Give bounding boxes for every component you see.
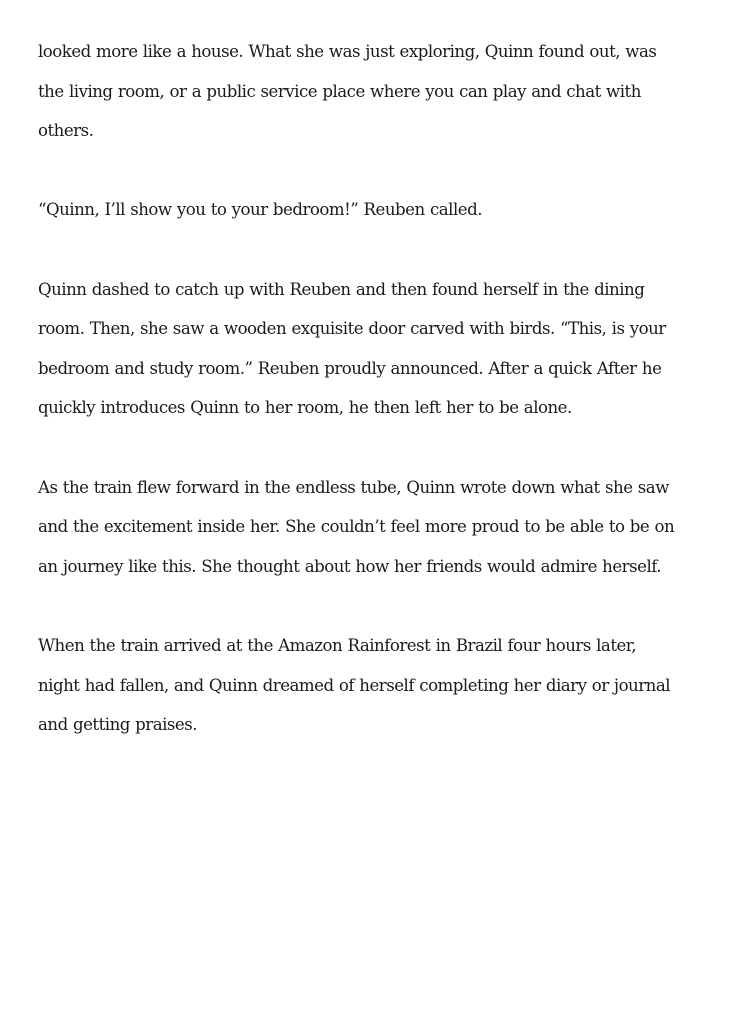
text-line: night had fallen, and Quinn dreamed of herself completing her diary or journal: [38, 675, 671, 695]
text-line: an journey like this. She thought about how her friends would admire herself.: [38, 556, 662, 576]
paragraph-spacer: [38, 428, 710, 468]
text-line: quickly introduces Quinn to her room, he then left her to be alone.: [38, 398, 572, 418]
text-line: Quinn dashed to catch up with Reuben and then found herself in the dining: [38, 279, 645, 299]
paragraph-3: [38, 270, 710, 428]
text-line: looked more like a house. What she was just exploring, Quinn found out, was: [38, 42, 657, 61]
text-line: When the train arrived at the Amazon Rainforest in Brazil four hours later,: [38, 635, 637, 655]
paragraph-spacer: [38, 586, 710, 626]
text-line: As the train flew forward in the endless tube, Quinn wrote down what she saw: [38, 477, 669, 497]
paragraph-4: [38, 468, 710, 587]
text-line: and the excitement inside her. She couldn’t feel more proud to be able to be on: [38, 517, 675, 537]
text-line: “Quinn, I’ll show you to your bedroom!” Reuben called.: [38, 200, 482, 220]
paragraph-5: [38, 626, 710, 745]
document-body: [38, 32, 710, 745]
text-line: the living room, or a public service place where you can play and chat with: [38, 81, 641, 101]
paragraph-2: [38, 190, 710, 230]
paragraph-1: [38, 32, 710, 151]
text-line: others.: [38, 121, 94, 141]
text-line: bedroom and study room.” Reuben proudly announced. After a quick After he: [38, 358, 662, 378]
text-line: room. Then, she saw a wooden exquisite door carved with birds. “This, is your: [38, 319, 666, 339]
text-line: and getting praises.: [38, 715, 198, 735]
paragraph-spacer: [38, 151, 710, 191]
paragraph-spacer: [38, 230, 710, 270]
